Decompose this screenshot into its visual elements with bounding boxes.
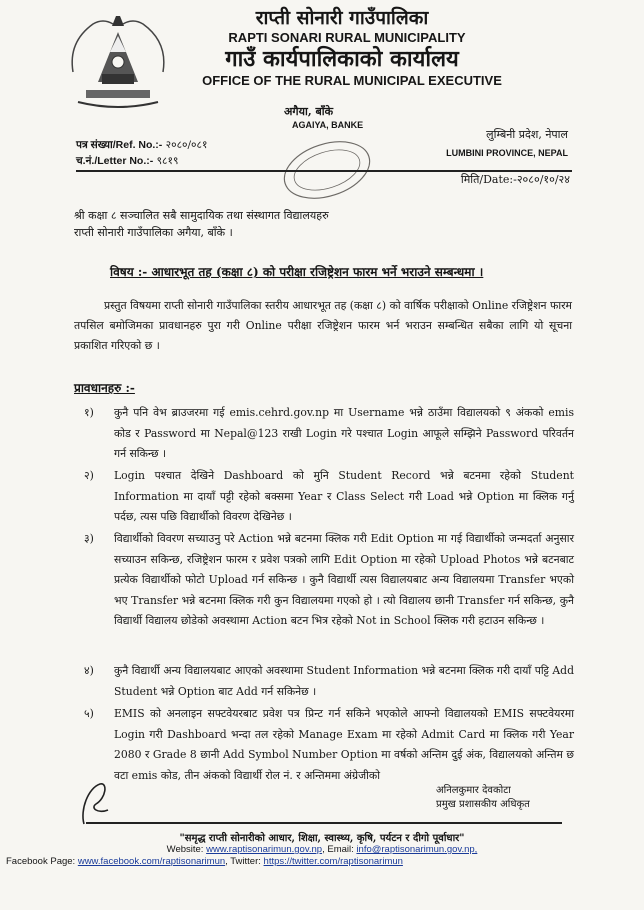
provision-number: ५)	[84, 707, 94, 720]
signatory-name: अनिलकुमार देवकोटा	[436, 785, 511, 796]
provision-item	[84, 704, 574, 786]
email-label: , Email:	[322, 844, 354, 855]
provision-text: EMIS को अनलाइन सफ्टवेयरबाट प्रवेश पत्र प्रिन्ट गर्न सकिने भएकोले आफ्नो विद्यालयको EMIS सफ्टवेयरमा Login गरी Dashboard भन्दा तल रहेको Manage Exam मा रहेको Admit Card मा क्लिक गरी Year 2080 र Grade 8 छानी Add Symbol Number Option मा वर्षको अन्तिम दुई अंक, विद्यालयको अन्तिम छ वटा emis कोड, तीन अंकको विद्यार्थी रोल नं. र अन्तिममा अंग्रेजीको	[114, 707, 574, 782]
provisions-heading: प्रावधानहरु :-	[74, 381, 135, 395]
municipality-name-np: राप्ती सोनारी गाउँपालिका	[255, 7, 429, 29]
recipient-line-1: श्री कक्षा ८ सञ्चालित सबै सामुदायिक तथा संस्थागत विद्यालयहरु	[74, 209, 329, 222]
province-np: लुम्बिनी प्रदेश, नेपाल	[486, 128, 568, 141]
ref-no-value: २०८०/०८१	[165, 139, 208, 151]
letter-no-label: च.नं./Letter No.:-	[76, 155, 154, 167]
twitter-link[interactable]: https://twitter.com/raptisonarimun	[263, 856, 403, 867]
provision-number: १)	[84, 406, 94, 419]
signatory-title: प्रमुख प्रशासकीय अधिकृत	[436, 799, 530, 810]
footer-motto: "समृद्ध राप्ती सोनारीको आधार, शिक्षा, स्वास्थ्य, कृषि, पर्यटन र दीगो पूर्वाधार"	[179, 833, 465, 844]
provision-item	[84, 529, 574, 632]
provision-text: कुनै पनि वेभ ब्राउजरमा गई emis.cehrd.gov.np मा Username भन्ने ठाउँमा विद्यालयको ९ अंकको emis कोड र Password मा Nepal@123 राखी Login गरे पश्चात Login आफूले सम्झिने Password परिवर्तन गर्न सकिन्छ ।	[114, 406, 574, 460]
twitter-label: , Twitter:	[225, 856, 261, 867]
letter-no-row	[76, 153, 207, 169]
letter-no-value: ९८१९	[156, 155, 179, 167]
office-name-np: गाउँ कार्यपालिकाको कार्यालय	[225, 46, 459, 72]
letter-date: मिति/Date:-२०८०/१०/२४	[460, 173, 570, 186]
letter-subject: विषय :- आधारभूत तह (कक्षा ८) को परीक्षा रजिष्ट्रेशन फारम भर्ने भराउने सम्बन्धमा ।	[110, 265, 484, 279]
province-en: LUMBINI PROVINCE, NEPAL	[446, 148, 568, 158]
provision-text: विद्यार्थीको विवरण सच्याउनु परे Action भन्ने बटनमा क्लिक गरी Edit Option मा गई विद्यार्थीको जन्मदर्ता अनुसार सच्याउन सकिन्छ, रजिष्ट्रेशन फारम र प्रवेश पत्रको लागि Edit Option मा रहेको Upload Photos भन्ने बटनबाट प्रत्येक विद्यार्थीको फोटो Upload गर्न सकिन्छ । कुनै विद्यार्थी त्यस विद्यालयबाट अन्य विद्यालयमा Transfer भएको भए Transfer भन्ने बटनमा क्लिक गरी कुन विद्यालयमा गएको हो । त्यो विद्यालय छानी Transfer गर्न सकिन्छ, कुनै विद्यार्थी विद्यालय छोडेको अवस्थामा Action बटन भित्र रहेको Not in School क्लिक गरी हटाउन सकिन्छ ।	[114, 532, 574, 627]
provision-item	[84, 466, 574, 528]
ref-no-row	[76, 137, 207, 153]
provision-item	[84, 661, 574, 702]
office-address-np: अगैया, बाँके	[284, 105, 334, 118]
dispatch-stamp	[272, 134, 382, 200]
intro-paragraph: प्रस्तुत विषयमा राप्ती सोनारी गाउँपालिका स्तरीय आधारभूत तह (कक्षा ८) को वार्षिक परीक्षाको Online रजिष्ट्रेशन फारम तपसिल बमोजिमका प्रावधानहरु पुरा गरी Online परीक्षा रजिष्ट्रेशन फारम भर्न भराउन सम्बन्धित सबैका लागि यो सूचना प्रकाशित गरिएको छ ।	[74, 299, 572, 352]
reference-block	[76, 137, 207, 169]
provision-number: ३)	[84, 532, 94, 545]
facebook-link[interactable]: www.facebook.com/raptisonarimun	[77, 856, 226, 867]
contact-line-2	[6, 856, 403, 867]
letterhead	[0, 6, 644, 90]
provision-number: २)	[84, 469, 94, 482]
signature-mark	[78, 780, 114, 828]
provision-text: Login पश्चात देखिने Dashboard को मुनि Student Record भन्ने बटनमा रहेको Student Information मा दायाँ पट्टी रहेको बक्समा Year र Class Select गरी Load भन्ने Option मा क्लिक गर्नु पर्दछ, त्यस पछि विद्यार्थीको विवरण देखिनेछ ।	[114, 469, 574, 523]
province-block	[446, 126, 568, 162]
signatory-block	[436, 784, 530, 812]
website-label: Website:	[166, 844, 204, 855]
provision-item	[84, 403, 574, 465]
office-address-en: AGAIYA, BANKE	[292, 120, 364, 130]
website-link[interactable]: www.raptisonarimun.gov.np	[206, 844, 323, 855]
contact-line-1	[0, 844, 644, 855]
recipient-block	[74, 207, 329, 241]
ref-no-label: पत्र संख्या/Ref. No.:-	[76, 139, 163, 151]
provision-text: कुनै विद्यार्थी अन्य विद्यालयबाट आएको अवस्थामा Student Information भन्ने बटनमा क्लिक गरी दायाँ पट्टि Add Student भन्ने Option बाट Add गर्न सकिनेछ ।	[114, 664, 574, 698]
footer-divider	[86, 822, 562, 824]
provision-number: ४)	[84, 664, 94, 677]
office-name-en: OFFICE OF THE RURAL MUNICIPAL EXECUTIVE	[202, 73, 502, 88]
facebook-label: Facebook Page:	[6, 856, 76, 867]
email-link[interactable]: info@raptisonarimun.gov.np,	[356, 844, 478, 855]
recipient-line-2: राप्ती सोनारी गाउँपालिका अगैया, बाँके ।	[74, 226, 233, 239]
municipality-name-en: RAPTI SONARI RURAL MUNICIPALITY	[228, 30, 466, 45]
